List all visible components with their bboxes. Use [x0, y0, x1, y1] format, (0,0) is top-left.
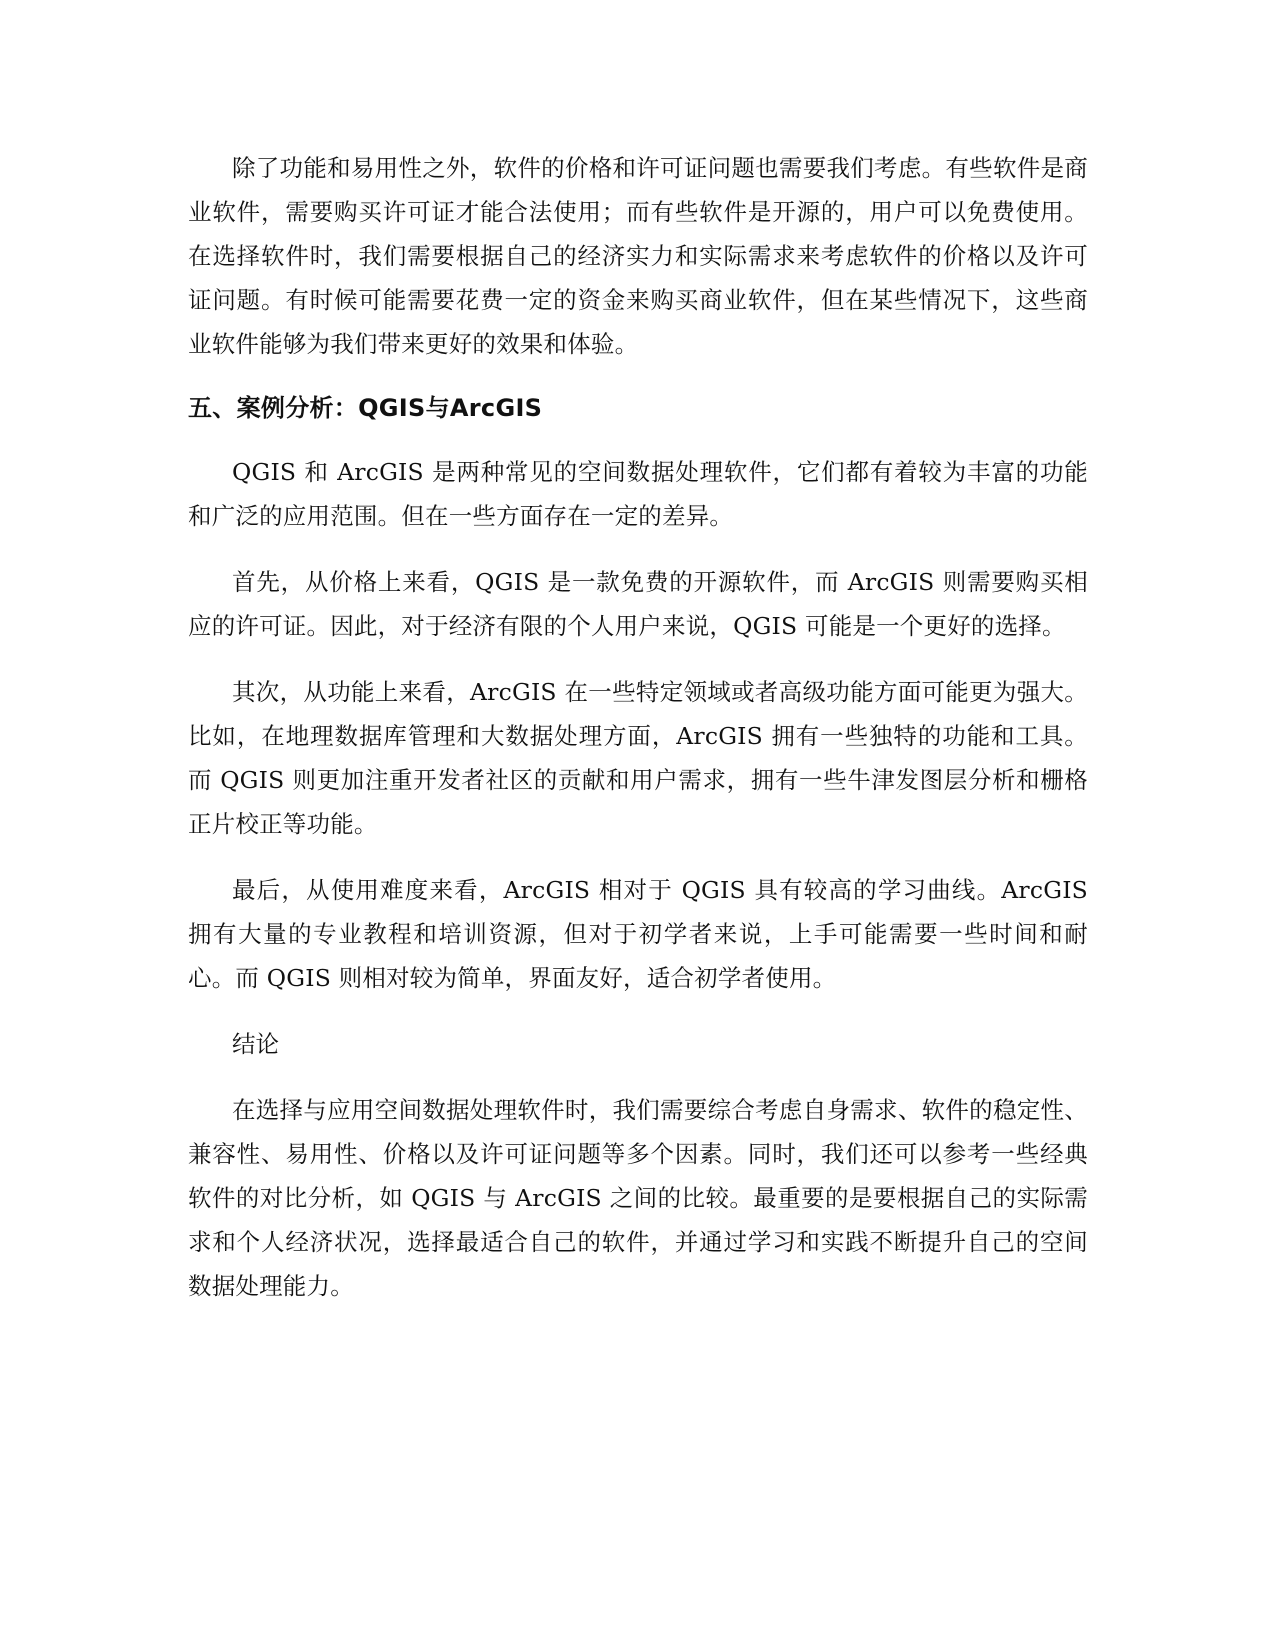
- paragraph-intro-comparison: QGIS 和 ArcGIS 是两种常见的空间数据处理软件，它们都有着较为丰富的功能和广泛的应用范围。但在一些方面存在一定的差异。: [188, 458, 1088, 530]
- section-heading-case-study: 五、案例分析：QGIS与ArcGIS: [188, 394, 543, 422]
- conclusion-label: 结论: [232, 1030, 279, 1058]
- paragraph-feature-comparison: 其次，从功能上来看，ArcGIS 在一些特定领域或者高级功能方面可能更为强大。比如，在地理数据库管理和大数据处理方面，ArcGIS 拥有一些独特的功能和工具。而 QGIS 则更加注重开发者社区的贡献和用户需求，拥有一些牛津发图层分析和栅格正片校正等功能。: [188, 678, 1088, 838]
- paragraph-difficulty-comparison: 最后，从使用难度来看，ArcGIS 相对于 QGIS 具有较高的学习曲线。ArcGIS 拥有大量的专业教程和培训资源，但对于初学者来说，上手可能需要一些时间和耐心。而 QGIS 则相对较为简单，界面友好，适合初学者使用。: [188, 876, 1088, 992]
- paragraph-pricing-license: 除了功能和易用性之外，软件的价格和许可证问题也需要我们考虑。有些软件是商业软件，需要购买许可证才能合法使用；而有些软件是开源的，用户可以免费使用。在选择软件时，我们需要根据自己的经济实力和实际需求来考虑软件的价格以及许可证问题。有时候可能需要花费一定的资金来购买商业软件，但在某些情况下，这些商业软件能够为我们带来更好的效果和体验。: [188, 154, 1088, 358]
- paragraph-conclusion: 在选择与应用空间数据处理软件时，我们需要综合考虑自身需求、软件的稳定性、兼容性、易用性、价格以及许可证问题等多个因素。同时，我们还可以参考一些经典软件的对比分析，如 QGIS 与 ArcGIS 之间的比较。最重要的是要根据自己的实际需求和个人经济状况，选择最适合自己的软件，并通过学习和实践不断提升自己的空间数据处理能力。: [188, 1096, 1088, 1300]
- document-page: [188, 146, 1088, 1308]
- paragraph-price-comparison: 首先，从价格上来看，QGIS 是一款免费的开源软件，而 ArcGIS 则需要购买相应的许可证。因此，对于经济有限的个人用户来说，QGIS 可能是一个更好的选择。: [188, 568, 1088, 640]
